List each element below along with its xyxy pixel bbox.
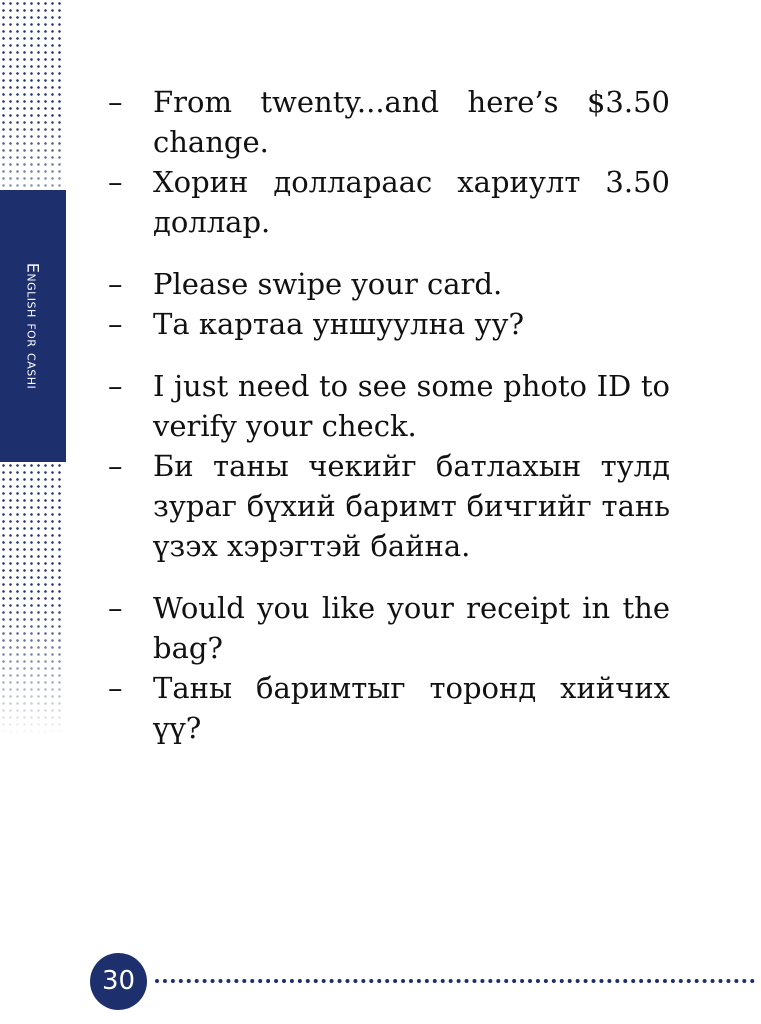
dash-bullet: – xyxy=(108,85,123,119)
dialogue-group-swipe xyxy=(108,264,670,344)
dash-bullet: – xyxy=(108,165,123,199)
dash-bullet: – xyxy=(108,307,123,341)
page-number-badge: 30 xyxy=(90,953,147,1010)
dash-bullet: – xyxy=(108,449,123,483)
dash-bullet: – xyxy=(108,267,123,301)
dialogue-group-receipt xyxy=(108,588,670,748)
chapter-title: English for cashi xyxy=(23,262,43,390)
dialogue-line-english xyxy=(108,366,670,446)
dialogue-group-change xyxy=(108,82,670,242)
halftone-pattern-top xyxy=(0,0,62,190)
dialogue-group-photo-id xyxy=(108,366,670,566)
footer-dotted-rule xyxy=(155,979,755,983)
dialogue-text: From twenty...and here’s $3.50 change. xyxy=(153,85,670,159)
dialogue-text: Таны баримтыг торонд хийчих үү? xyxy=(153,671,670,745)
dialogue-text: Хорин долларaaс хариулт 3.50 доллар. xyxy=(153,165,670,239)
dialogue-text: I just need to see some photo ID to verify your check. xyxy=(153,369,670,443)
dash-bullet: – xyxy=(108,369,123,403)
dialogue-text: Please swipe your card. xyxy=(153,267,503,301)
halftone-pattern-bottom xyxy=(0,462,62,737)
dialogue-text: Та картаа уншуулна уу? xyxy=(153,307,525,341)
dialogue-line-mongolian xyxy=(108,304,670,344)
dialogue-line-english xyxy=(108,82,670,162)
dash-bullet: – xyxy=(108,591,123,625)
dialogue-content xyxy=(108,82,670,770)
dialogue-line-mongolian xyxy=(108,446,670,566)
dash-bullet: – xyxy=(108,671,123,705)
dialogue-text: Would you like your receipt in the bag? xyxy=(153,591,670,665)
dialogue-line-mongolian xyxy=(108,162,670,242)
dialogue-text: Би таны чекийг батлахын тулд зураг бүхий баримт бичгийг тань үзэх хэрэгтэй байна. xyxy=(153,449,670,563)
dialogue-line-english xyxy=(108,264,670,304)
dialogue-line-mongolian xyxy=(108,668,670,748)
dialogue-line-english xyxy=(108,588,670,668)
